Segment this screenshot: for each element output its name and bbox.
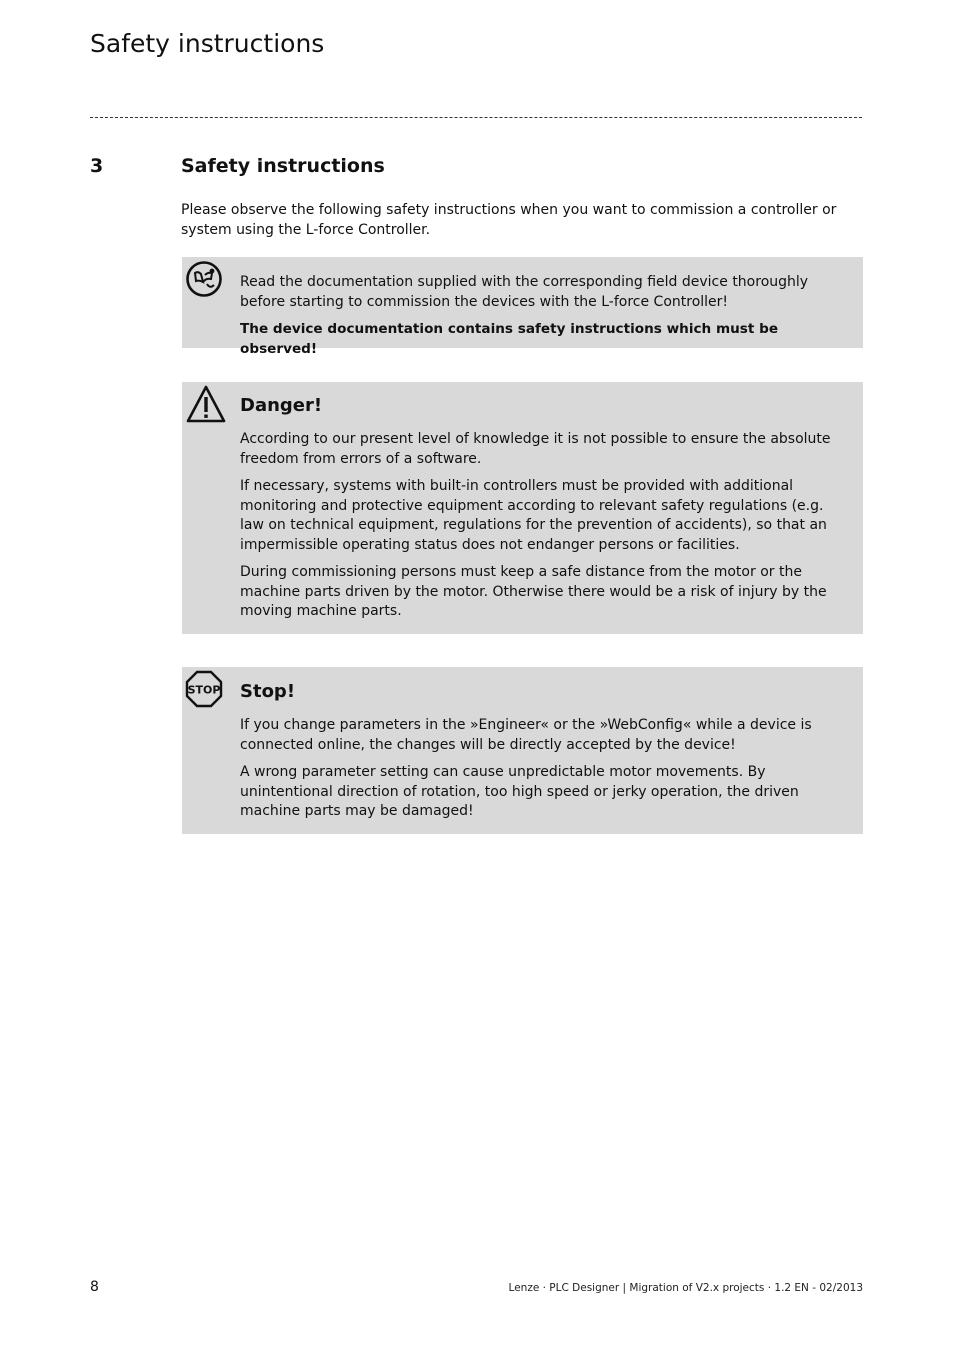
running-title: Safety instructions <box>90 29 325 58</box>
danger-paragraph-2: If necessary, systems with built-in controllers must be provided with additional monitoring and protective equipment according to relevant safety regulations (e.g. law on technical equipment, regulations for the prevention of accidents), so that an impermissible operating status does not endanger persons or facilities. <box>240 478 827 553</box>
svg-text:STOP: STOP <box>187 683 221 697</box>
chapter-title: Safety instructions <box>181 155 385 177</box>
danger-heading: Danger! <box>240 395 323 416</box>
danger-box <box>182 382 863 634</box>
danger-paragraph-1: According to our present level of knowledge it is not possible to ensure the absolute freedom from errors of a software. <box>240 431 831 467</box>
danger-paragraph-3: During commissioning persons must keep a safe distance from the motor or the machine parts driven by the motor. Otherwise there would be a risk of injury by the moving machine parts. <box>240 564 827 619</box>
note-box <box>182 257 863 357</box>
stop-paragraph-1: If you change parameters in the »Engineer« or the »WebConfig« while a device is connected online, the changes will be directly accepted by the device! <box>240 717 812 753</box>
warning-triangle-icon <box>185 384 227 428</box>
chapter-number: 3 <box>90 155 104 177</box>
intro-paragraph: Please observe the following safety instructions when you want to commission a controller or system using the L-force Controller. <box>181 202 837 238</box>
stop-box <box>182 667 863 834</box>
stop-heading: Stop! <box>240 681 296 702</box>
stop-paragraph-2: A wrong parameter setting can cause unpredictable motor movements. By unintentional direction of rotation, too high speed or jerky operation, the driven machine parts may be damaged! <box>240 764 799 819</box>
stop-sign-icon <box>185 670 223 712</box>
note-text: Read the documentation supplied with the corresponding field device thoroughly before starting to commission the devices with the L-force Controller! <box>240 274 809 310</box>
footer-doc-info: Lenze · PLC Designer | Migration of V2.x projects · 1.2 EN - 02/2013 <box>508 1282 863 1294</box>
footer-page-number: 8 <box>90 1279 99 1295</box>
note-bold-text: The device documentation contains safety instructions which must be observed! <box>240 321 779 357</box>
read-documentation-icon <box>185 260 223 302</box>
header-dash-rule <box>90 117 862 118</box>
